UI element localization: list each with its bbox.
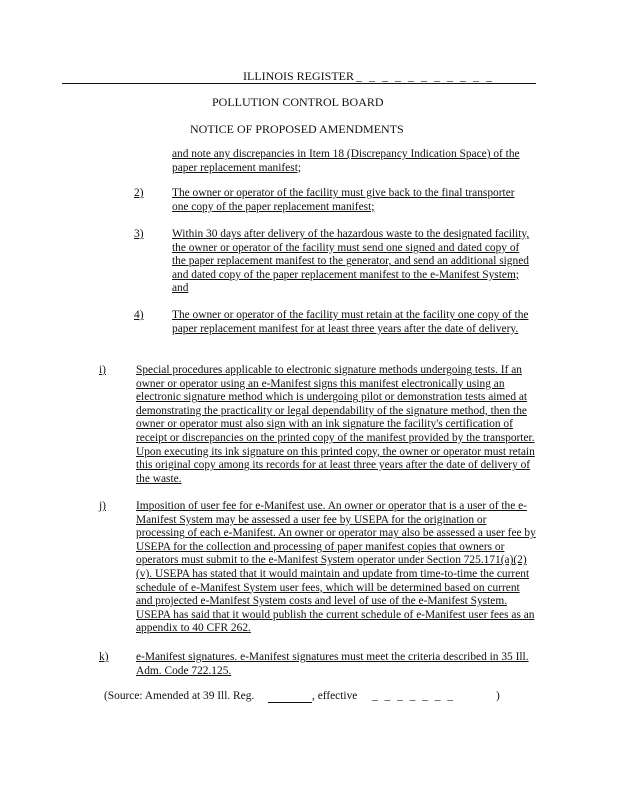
item-text-2: The owner or operator of the facility must give back to the final transporter one copy of the paper replacement manifest;	[172, 187, 515, 213]
item-text-4: The owner or operator of the facility must retain at the facility one copy of the paper replacement manifest for at least three years after the date of delivery.	[172, 309, 529, 335]
section-label-k: k)	[99, 651, 109, 663]
item-label-4: 4)	[134, 309, 144, 321]
item-label-2: 2)	[134, 187, 144, 199]
section-text-j: Imposition of user fee for e-Manifest use. An owner or operator that is a user of the e-Manifest System may be assessed a user fee by USEPA for the origination or processing of each e-Manifest. An owner or operator may also be assessed a user fee by USEPA for the collection and processing of paper manifest copies that owners or operators must submit to the e-Manifest System operator under Section 725.171(a)(2)(v). USEPA has stated that it would maintain and update from time-to-time the current schedule of e-Manifest System user fees, which will be determined based on current and projected e-Manifest System costs and level of use of the e-Manifest System. USEPA has said that it would publish the current schedule of e-Manifest user fees as an appendix to 40 CFR 262.	[136, 500, 536, 635]
notice-title: NOTICE OF PROPOSED AMENDMENTS	[190, 122, 404, 136]
item-text-3: Within 30 days after delivery of the hazardous waste to the designated facility, the owner or operator of the facility must send one signed and dated copy of the paper replacement manifest to the generator, and send an additional signed and dated copy of the paper replacement manifest to the e-Manifest System; and	[172, 228, 530, 295]
register-title: ILLINOIS REGISTER	[243, 69, 354, 83]
section-label-j: j)	[99, 500, 106, 512]
source-prefix: (Source: Amended at 39 Ill. Reg.	[104, 690, 255, 702]
header-rule	[62, 83, 536, 84]
continuation-text: and note any discrepancies in Item 18 (Discrepancy Indication Space) of the paper replacement manifest;	[172, 148, 520, 174]
source-date-blank: _ _ _ _ _ _ _	[372, 690, 455, 702]
source-close: )	[496, 690, 500, 702]
register-title-blanks: _ _ _ _ _ _ _ _ _ _ _	[356, 69, 494, 83]
source-register-blank	[268, 690, 312, 703]
section-text-i: Special procedures applicable to electronic signature methods undergoing tests. If an owner or operator using an e-Manifest signs this manifest electronically using an electronic signature method which is undergoing pilot or demonstration tests aimed at demonstrating the practicality or legal dependability of the signature method, then the owner or operator must also sign with an ink signature the facility's certification of receipt or discrepancies on the printed copy of the manifest provided by the transporter. Upon executing its ink signature on this printed copy, the owner or operator must retain this original copy among its records for at least three years after the date of delivery of the waste.	[136, 364, 535, 485]
section-label-i: i)	[99, 364, 106, 376]
item-label-3: 3)	[134, 228, 144, 240]
source-effective: , effective	[312, 690, 358, 702]
board-name: POLLUTION CONTROL BOARD	[212, 95, 384, 109]
section-text-k: e-Manifest signatures. e-Manifest signatures must meet the criteria described in 35 Ill. Adm. Code 722.125.	[136, 651, 529, 677]
